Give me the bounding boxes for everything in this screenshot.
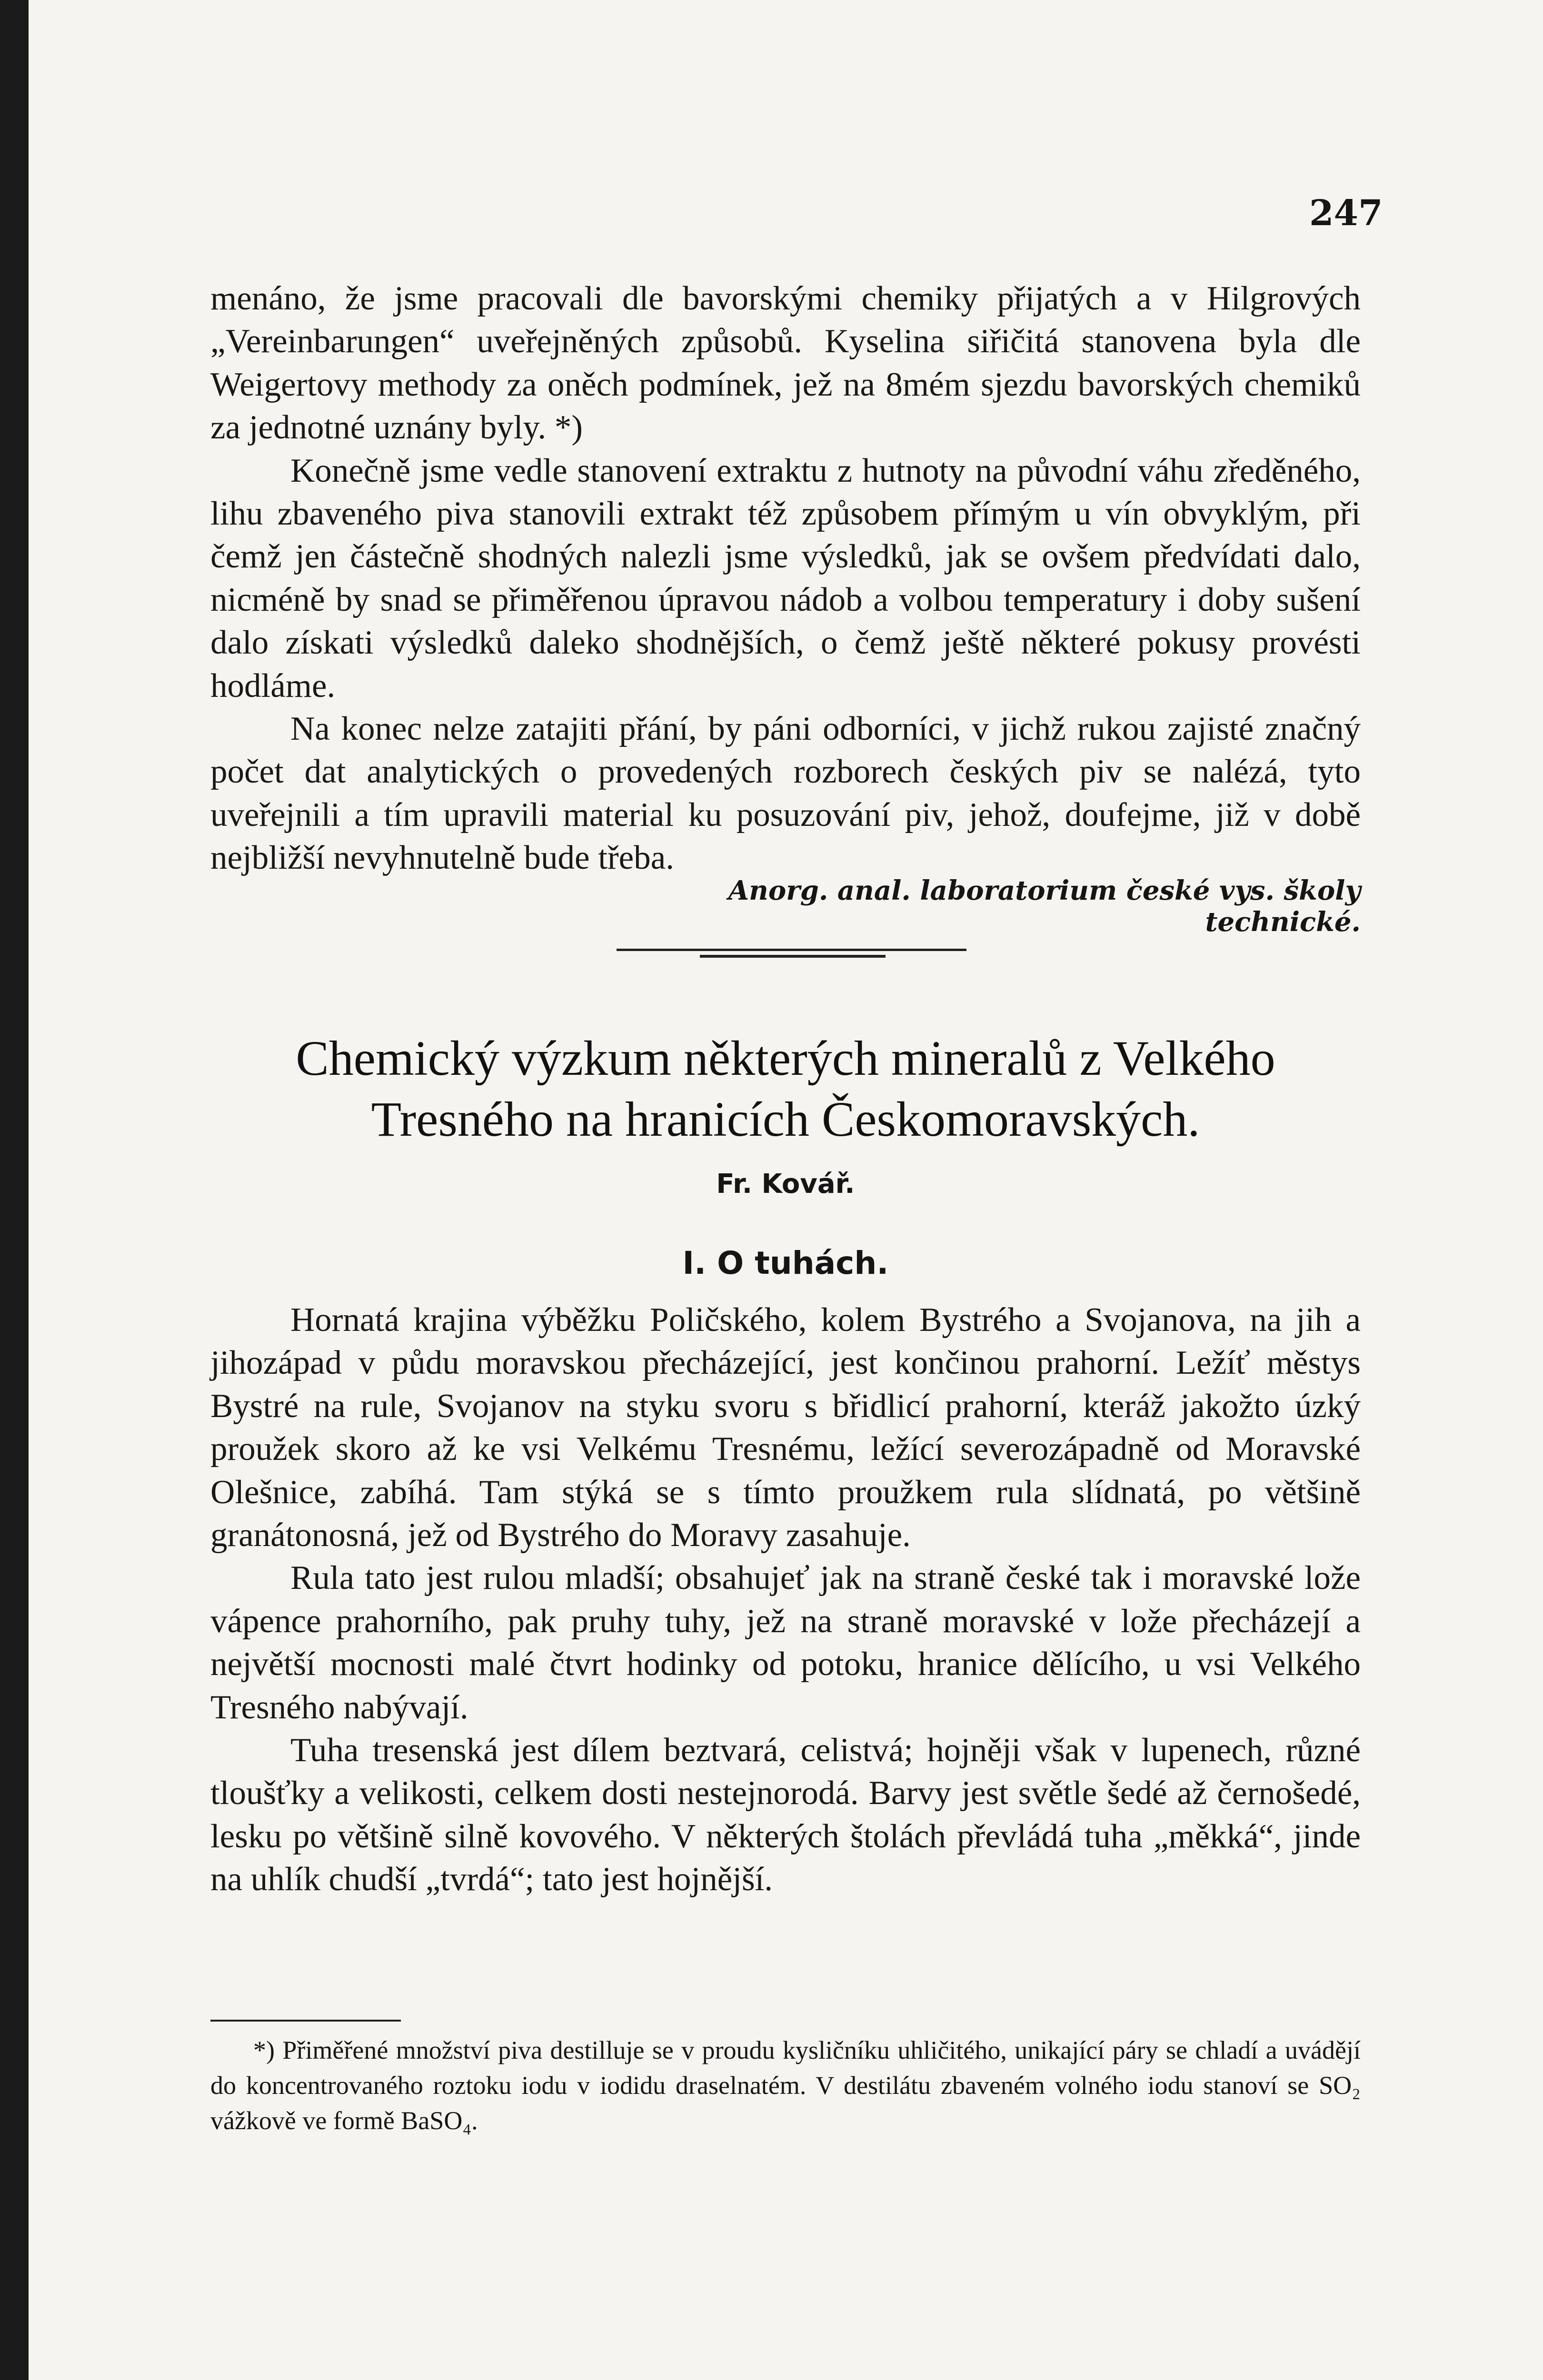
paragraph: Tuha tresenská jest dílem beztvará, celistvá; hojněji však v lupenech, různé tloušťky a velikosti, celkem dosti nestejnorodá. Barvy jest světle šedé až černošedé, lesku po většině silně kovového. V některých štolách převládá tuha „měkká“, jinde na uhlík chudší „tvrdá“; tato jest hojnější.: [210, 1732, 1361, 1898]
title-line: Chemický výzkum některých mineralů z Velkého: [296, 1031, 1275, 1086]
footnote: [210, 2033, 1361, 2138]
signature: Anorg. anal. laboratorium české vys. školy technické.: [728, 875, 1361, 938]
footnote-text: *) Přiměřené množství piva destilluje se v proudu kysličníku uhličitého, unikající páry se chladí a uvádějí do koncentrovaného roztoku iodu v iodidu draselnatém. V destilátu zbaveném volného iodu stanoví se SO₂ vážkově ve formě BaSO₄.: [210, 2036, 1361, 2135]
paragraph: Konečně jsme vedle stanovení extraktu z hutnoty na původní váhu zředěného, lihu zbaveného piva stanovili extrakt též způsobem přímým u vín obvyklým, při čemž jen částečně shodných nalezli jsme výsledků, jak se ovšem předvídati dalo, nicméně by snad se přiměřenou úpravou nádob a volbou temperatury i doby sušení dalo získati výsledků daleko shodnějších, o čemž ještě některé pokusy provésti hodláme.: [210, 452, 1361, 704]
divider: [700, 955, 886, 958]
paragraph: Na konec nelze zatajiti přání, by páni odborníci, v jichž rukou zajisté značný počet dat analytických o provedených rozborech českých piv se nalézá, tyto uveřejnili a tím upravili material ku posuzování piv, jehož, doufejme, již v době nejbližší nevyhnutelně bude třeba.: [210, 710, 1361, 877]
book-page: [29, 0, 1543, 2380]
article-body: [210, 1299, 1361, 1901]
continuation-text: [210, 277, 1361, 880]
paragraph: Hornatá krajina výběžku Poličského, kolem Bystrého a Svojanova, na jih a jihozápad v půdu moravskou přecházející, jest končinou prahorní. Ležíť městys Bystré na rule, Svojanov na styku svoru s břidlicí prahorní, kteráž jakožto úzký proužek skoro až ke vsi Velkému Tresnému, ležící severozápadně od Moravské Olešnice, zabíhá. Tam stýká se s tímto proužkem rula slídnatá, po většině granátonosná, jež od Bystrého do Moravy zasahuje.: [210, 1301, 1361, 1554]
article-title: [210, 1028, 1361, 1150]
scan-edge: [0, 0, 29, 2380]
section-heading: I. O tuhách.: [682, 1245, 889, 1281]
article-author: Fr. Kovář.: [716, 1169, 855, 1200]
title-line: Tresného na hranicích Českomoravských.: [371, 1092, 1200, 1147]
divider: [617, 949, 966, 951]
footnote-rule: [210, 2020, 401, 2022]
paragraph: Rula tato jest rulou mladší; obsahujeť jak na straně české tak i moravské lože vápence prahorního, pak pruhy tuhy, jež na straně moravské v lože přecházejí a největší mocnosti malé čtvrt hodinky od potoku, hranice dělícího, u vsi Velkého Tresného nabývají.: [210, 1559, 1361, 1726]
page-number: 247: [1309, 193, 1383, 234]
paragraph: menáno, že jsme pracovali dle bavorskými chemiky přijatých a v Hilgrových „Vereinbarungen“ uveřejněných způsobů. Kyselina siřičitá stanovena byla dle Weigertovy methody za oněch podmínek, jež na 8mém sjezdu bavorských chemiků za jednotné uznány byly. *): [210, 280, 1361, 446]
